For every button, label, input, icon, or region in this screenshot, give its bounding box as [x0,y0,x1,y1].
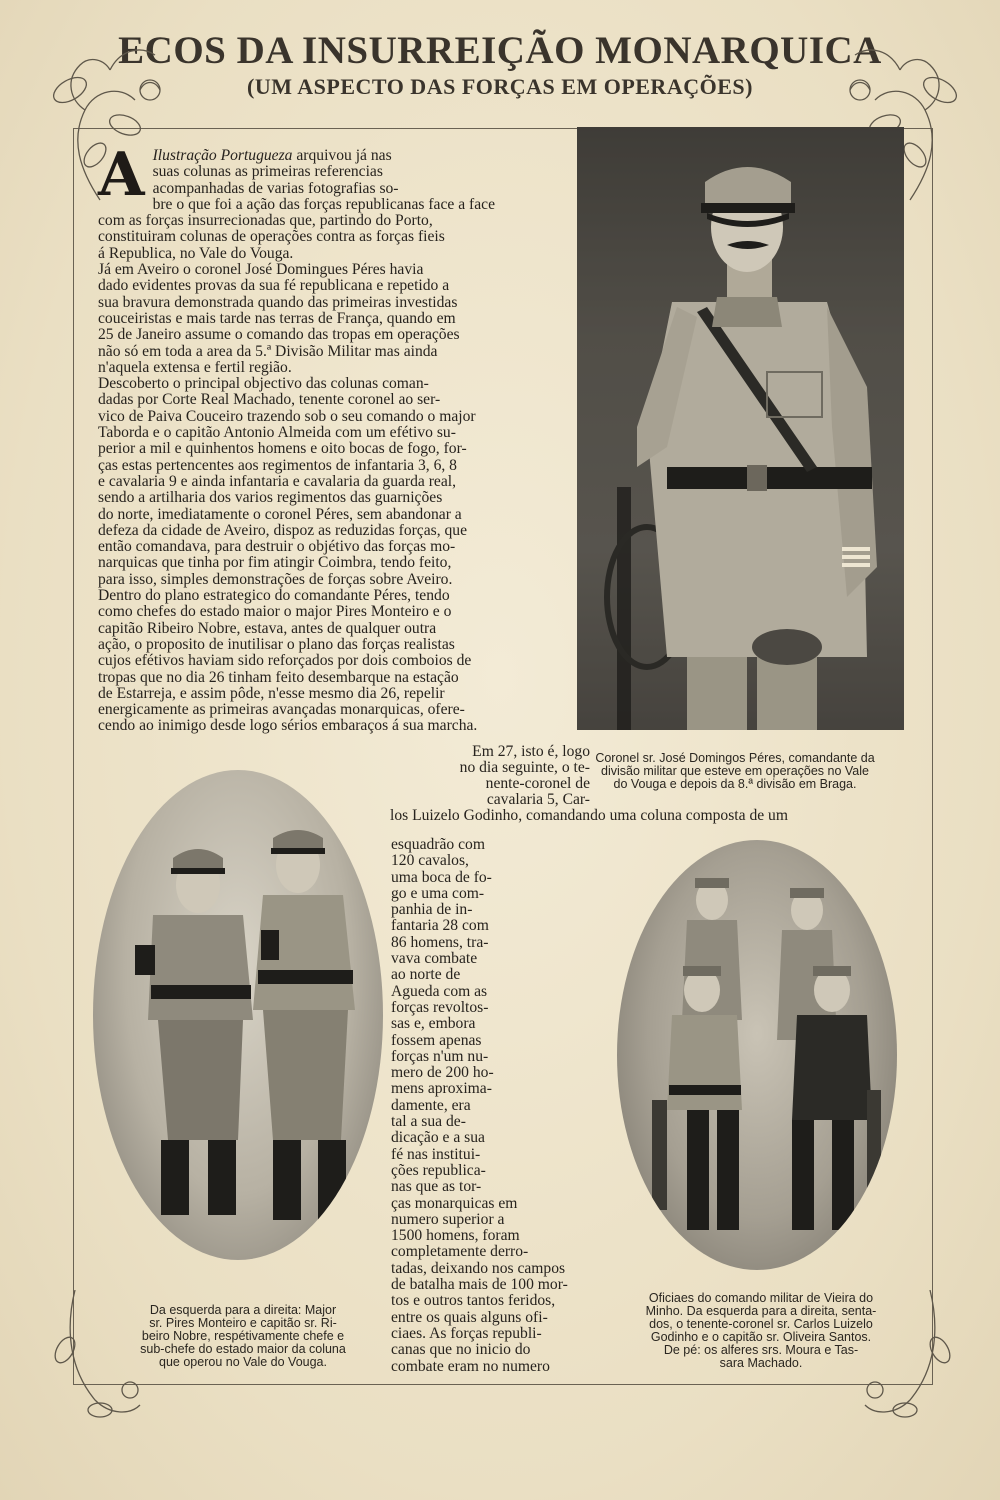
article-line: go e uma com- [391,884,485,902]
article-line: cujos efétivos haviam sido reforçados por dois comboios de [98,652,472,670]
portrait-caption-line-2: divisão militar que esteve em operações no Vale [601,764,869,778]
oval-figures-four-officers [617,840,897,1270]
article-line: uma boca de fo- [391,868,492,886]
article-line: tropas que no dia 26 tinham feito desembarque na estação [98,668,459,686]
article-line: sas e, embora [391,1015,476,1033]
article-line: Taborda e o capitão Antonio Almeida com um efétivo su- [98,424,456,442]
article-line: esquadrão com [391,836,485,853]
article-line: nas que as tor- [391,1178,482,1196]
article-line: suas colunas as primeiras referencias [152,163,383,181]
oval-figures-two-officers [93,770,383,1260]
article-column-1 [98,140,564,735]
left-oval-caption-line-3: beiro Nobre, respétivamente chefe e [141,1329,345,1343]
article-line: como chefes do estado maior o major Pires Monteiro e o [98,603,452,621]
article-line: 86 homens, tra- [391,933,489,951]
article-line: narquicas que tinha por fim atingir Coimbra, tendo feito, [98,554,452,572]
portrait-figure [577,127,904,730]
article-line: sua bravura demonstrada quando das primeiras investidas [98,293,458,311]
drop-cap: A [98,140,145,210]
article-line: com as forças insurrecionadas que, partindo do Porto, [98,212,433,230]
article-line: á Republica, no Vale do Vouga. [98,244,294,262]
page-subtitle: (UM ASPECTO DAS FORÇAS EM OPERAÇÕES) [247,74,753,99]
article-line: tal a sua de- [391,1113,466,1131]
article-line: Já em Aveiro o coronel José Domingues Péres havia [98,261,424,279]
article-line: completamente derro- [391,1243,529,1261]
left-oval-caption-line-4: sub-chefe do estado maior da coluna [140,1342,346,1356]
article-line: numero superior a [391,1210,505,1228]
article-stair-line: los Luizelo Godinho, comandando uma coluna composta de um [390,807,788,824]
article-line: dicação e a sua [391,1129,485,1147]
article-line: Dentro do plano estrategico do comandante Péres, tendo [98,587,450,605]
right-oval-caption-line-3: dos, o tenente-coronel sr. Carlos Luizelo [649,1317,873,1331]
article-line: ao norte de [391,966,461,984]
article-line: canas que no inicio do [391,1341,531,1359]
article-line: então comandava, para destruir o objétivo das forças mo- [98,538,456,556]
article-line: mero de 200 ho- [391,1064,494,1082]
article-line: ças monarquicas em [391,1194,518,1212]
portrait-caption [555,752,915,791]
article-line: para isso, simples demonstrações de forças sobre Aveiro. [98,570,453,588]
right-oval-caption-line-2: Minho. Da esquerda para a direita, senta- [645,1304,877,1318]
article-line: de batalha mais de 100 mor- [391,1276,568,1294]
article-line: Ilustração Portugueza arquivou já nas [152,147,392,164]
article-line: entre os quais alguns ofi- [391,1308,548,1326]
article-line: damente, era [391,1096,471,1114]
article-line: do norte, imediatamente o coronel Péres, sem abandonar a [98,505,462,523]
article-line: fé nas institui- [391,1145,481,1163]
article-line: cendo ao inimigo desde logo sérios embaraços á sua marcha. [98,717,478,735]
right-oval-caption-line-5: De pé: os alferes srs. Moura e Tas- [663,1343,859,1357]
article-line: sendo a artilharia dos varios regimentos das guarnições [98,489,443,507]
article-line: fossem apenas [391,1031,482,1049]
article-line: dado evidentes provas da sua fé republicana e repetido a [98,277,450,295]
article-line: tadas, deixando nos campos [391,1259,566,1277]
article-line: forças n'um nu- [391,1047,489,1065]
article-line: panhia de in- [391,901,473,919]
article-line: ções republica- [391,1161,486,1179]
article-line: perior a mil e quinhentos homens e oito bocas de fogo, for- [98,440,467,458]
article-line: 120 cavalos, [391,852,469,870]
article-line: ação, o proposito de inutilisar o plano das forças realistas [98,635,455,653]
article-line: defeza da cidade de Aveiro, dispoz as reduzidas forças, que [98,521,468,539]
portrait-photo-colonel [577,127,904,730]
article-col2-lines [391,837,596,1375]
article-stair-line: no dia seguinte, o te- [459,759,590,776]
article-line: acompanhadas de varias fotografias so- [152,179,399,197]
article-line: ciaes. As forças republi- [391,1324,542,1342]
article-line: e cavalaria 9 e ainda infantaria e cavalaria da guarda real, [98,472,456,490]
article-line: bre o que foi a ação das forças republicanas face a face [152,195,495,213]
article-line: vico de Paiva Couceiro trazendo sob o seu comando o major [98,407,476,425]
oval-photo-four-officers [617,840,897,1270]
oval-photo-two-officers [93,770,383,1260]
article-line: tos e outros tantos feridos, [391,1292,556,1310]
portrait-caption-line-3: do Vouga e depois da 8.ª divisão em Braga. [613,777,857,791]
article-stair-line: nente-coronel de [485,775,590,792]
article-line: dadas por Corte Real Machado, tenente coronel ao ser- [98,391,441,409]
article-line: mens aproxima- [391,1080,492,1098]
article-line: Descoberto o principal objectivo das colunas coman- [98,375,429,393]
article-line: Agueda com as [391,982,488,1000]
portrait-caption-line-1: Coronel sr. José Domingos Péres, comandante da [595,751,875,765]
article-line: combate eram no numero [391,1357,550,1375]
article-line: n'aquela extensa e fertil região. [98,358,292,376]
right-oval-caption-line-6: sara Machado. [719,1356,803,1370]
right-oval-caption-line-4: Godinho e o capitão sr. Oliveira Santos. [650,1330,872,1344]
article-line: couceiristas e mais tarde nas terras de França, quando em [98,309,456,327]
article-line: 1500 homens, foram [391,1227,520,1245]
left-oval-caption-line-2: sr. Pires Monteiro e capitão sr. Ri- [149,1316,337,1330]
article-line: ças estas pertencentes aos regimentos de infantaria 3, 6, 8 [98,456,457,474]
article-col1-lines [98,140,564,735]
article-line: capitão Ribeiro Nobre, estava, antes de qualquer outra [98,619,437,637]
article-stair-line: Em 27, isto é, logo [472,743,590,760]
page-title: ECOS DA INSURREIÇÃO MONARQUICA [118,29,882,72]
article-line: fantaria 28 com [391,917,489,935]
article-line: não só em toda a area da 5.ª Divisão Militar mas ainda [98,342,438,360]
left-oval-caption-line-5: que operou no Vale do Vouga. [159,1355,327,1369]
article-line: forças revoltos- [391,998,489,1016]
article-line: 25 de Janeiro assume o comando das tropas em operações [98,326,460,344]
right-oval-caption [602,1292,920,1370]
article-stair-line: cavalaria 5, Car- [486,791,590,808]
right-oval-caption-line-1: Oficiaes do comando militar de Vieira do [648,1291,874,1305]
article-line: vava combate [391,950,478,968]
left-oval-caption [103,1304,383,1369]
left-oval-caption-line-1: Da esquerda para a direita: Major [149,1303,337,1317]
article-column-2 [391,837,596,1375]
magazine-name: Ilustração Portugueza [152,147,293,164]
article-line: constituiram colunas de operações contra as forças fieis [98,228,445,246]
article-line: energicamente as primeiras avançadas monarquicas, ofere- [98,701,465,719]
article-line: de Estarreja, e assim pôde, n'esse mesmo dia 26, repelir [98,684,445,702]
